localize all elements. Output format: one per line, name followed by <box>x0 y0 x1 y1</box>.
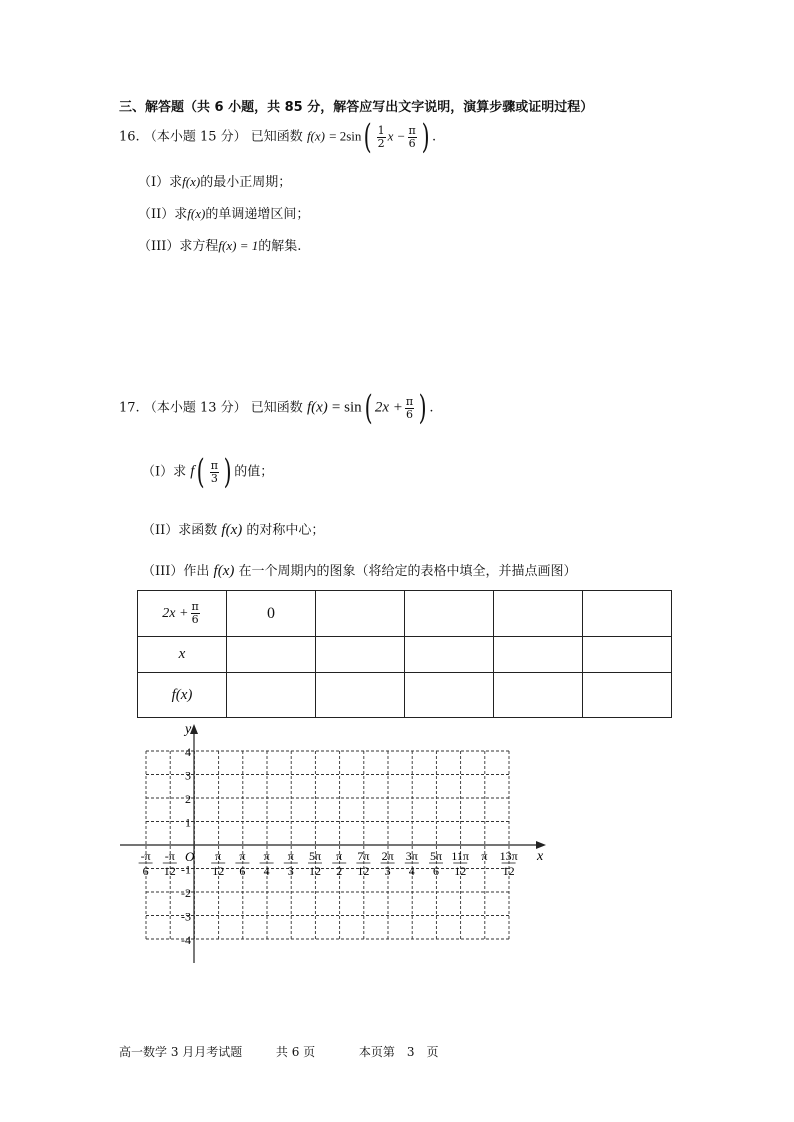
x-tick-denominator: 3 <box>287 864 294 878</box>
x-tick-numerator: -π <box>140 849 151 863</box>
q17-part2: （II）求函数 f(x) 的对称中心； <box>142 522 325 538</box>
y-axis-label: y <box>185 722 192 737</box>
x-tick-numerator: 3π <box>405 849 418 863</box>
x-tick-denominator: 6 <box>433 864 439 878</box>
footer <box>119 1043 438 1060</box>
x-tick-denominator: 2 <box>336 864 343 878</box>
x-tick-numerator: π <box>215 849 222 863</box>
q17-number: 17. <box>119 400 140 416</box>
q17-intro: 已知函数 <box>250 400 303 416</box>
q17-part1: （I）求 f( $\frac{\pi}{3}$ ) 的值； <box>142 452 274 492</box>
footer-page: 本页第 3 页 <box>358 1045 439 1059</box>
q17-pi-fraction: $\frac{\pi}{6}$ <box>405 394 414 421</box>
x-tick-denominator: 12 <box>309 864 321 878</box>
x-tick-numerator: π <box>481 849 488 863</box>
q16-end: . <box>431 129 437 145</box>
y-tick-label: -1 <box>181 862 191 877</box>
q16-points: （本小题 15 分） <box>143 129 247 145</box>
axes <box>120 724 546 963</box>
q16-number: 16. <box>119 129 140 145</box>
x-tick-denominator: 3 <box>384 864 391 878</box>
q16-x-minus: x − <box>387 128 406 144</box>
origin-label: O <box>185 849 195 864</box>
x-tick-denominator: 6 <box>142 864 149 878</box>
y-tick-label: 4 <box>185 745 191 759</box>
table-head-x: x <box>138 637 227 673</box>
x-tick-numerator: 5π <box>429 849 443 863</box>
table-cell[interactable]: 0 <box>227 591 316 637</box>
footer-title: 高一数学 3 月月考试题 <box>119 1045 243 1059</box>
x-axis-label: x <box>537 849 544 864</box>
q17-arg: 2x + <box>374 399 403 416</box>
x-tick-numerator: 13π <box>499 849 518 863</box>
right-paren: ) <box>421 117 430 157</box>
x-tick-denominator: 12 <box>454 864 467 878</box>
footer-total: 共 6 页 <box>275 1045 316 1059</box>
q17-part3: （III）作出 f(x) 在一个周期内的图象（将给定的表格中填全，并描点画图） <box>142 563 577 579</box>
x-tick-labels <box>139 849 518 878</box>
q16-part2: （II）求f(x)的单调递增区间； <box>138 206 310 222</box>
x-tick-numerator: π <box>239 849 246 863</box>
y-tick-label: 2 <box>185 792 191 806</box>
left-paren: ( <box>364 117 373 157</box>
x-axis-arrow <box>536 841 546 849</box>
x-tick-numerator: -π <box>164 849 175 863</box>
x-tick-numerator: 11π <box>451 849 470 863</box>
y-tick-label: 3 <box>185 768 191 783</box>
y-tick-label: 1 <box>185 815 191 830</box>
q16-half-fraction: $\frac{1}{2}$ <box>377 123 385 150</box>
left-paren: ( <box>364 388 373 428</box>
y-tick-label: -4 <box>181 933 191 947</box>
q16-part1: （I）求f(x)的最小正周期； <box>138 174 292 190</box>
right-paren: ) <box>418 388 427 428</box>
x-tick-numerator: π <box>263 849 270 863</box>
x-tick-numerator: 2π <box>381 849 394 863</box>
y-tick-label: -3 <box>181 909 191 924</box>
q16-part3: （III）求方程f(x) = 1的解集. <box>138 238 302 254</box>
x-tick-denominator: 4 <box>263 864 270 878</box>
table-head-angle: 2x + $\frac{\pi}{6}$ <box>138 591 227 637</box>
y-tick-label: -2 <box>181 886 191 900</box>
q16-intro: 已知函数 <box>250 129 303 145</box>
x-tick-denominator: 12 <box>357 864 370 878</box>
q17-end: . <box>429 400 434 416</box>
x-tick-denominator: 12 <box>212 864 225 878</box>
x-tick-numerator: 7π <box>357 849 370 863</box>
table-head-fx: f(x) <box>138 673 227 718</box>
q17-func: f(x) <box>306 399 328 416</box>
x-tick-denominator: 12 <box>163 864 176 878</box>
section-heading: 三、解答题（共 6 小题，共 85 分，解答应写出文字说明，演算步骤或证明过程） <box>119 100 594 115</box>
q16-pi-fraction: $\frac{\pi}{6}$ <box>408 123 416 150</box>
q17-pi3-fraction: $\frac{\pi}{3}$ <box>210 458 218 485</box>
x-tick-denominator: 4 <box>408 864 415 878</box>
x-tick-numerator: π <box>287 849 294 863</box>
q17-points: （本小题 13 分） <box>143 400 247 416</box>
q17-eq: = sin <box>331 399 362 416</box>
x-tick-denominator: 12 <box>502 864 515 878</box>
x-tick-denominator: 6 <box>239 864 246 878</box>
q16-eq: = 2sin <box>329 128 362 144</box>
x-tick-numerator: π <box>336 849 343 863</box>
q16-func: f(x) <box>306 128 325 144</box>
y-tick-labels <box>181 745 191 947</box>
x-tick-numerator: 5π <box>308 849 322 863</box>
